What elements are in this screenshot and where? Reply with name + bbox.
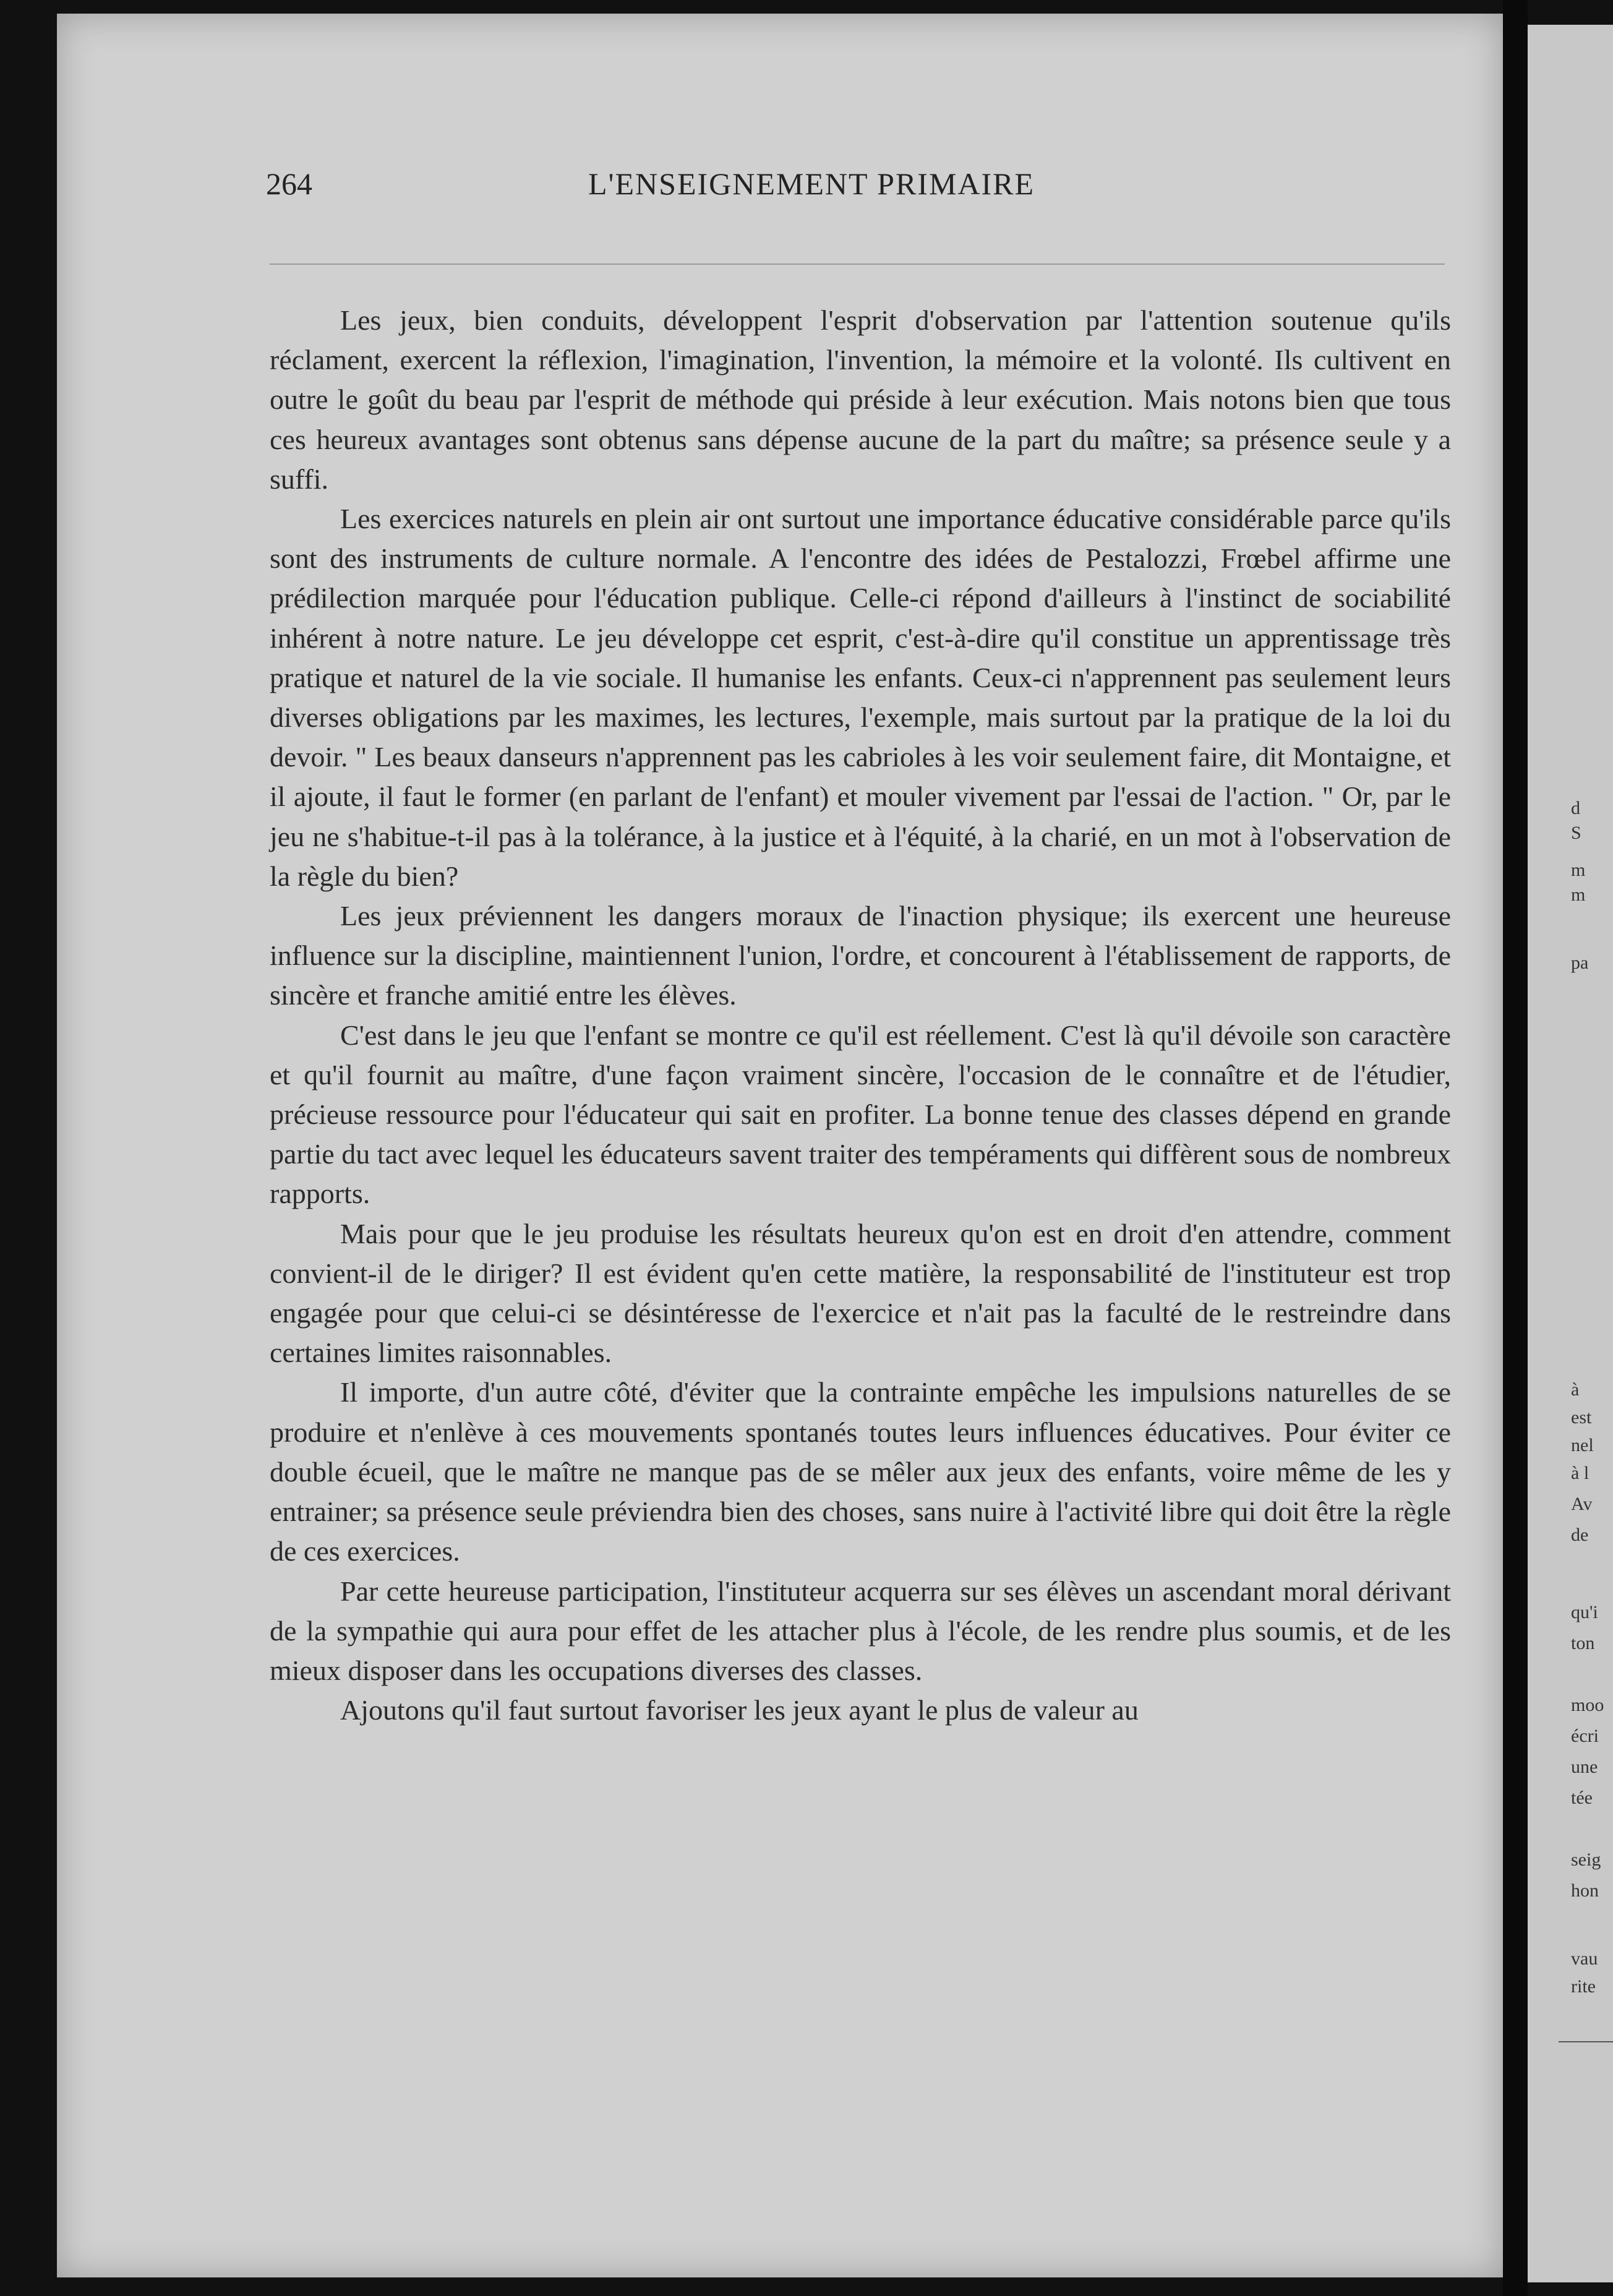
fragment: tée xyxy=(1571,1788,1593,1808)
fragment: est xyxy=(1571,1407,1592,1428)
fragment: une xyxy=(1571,1757,1598,1777)
fragment: seig xyxy=(1571,1849,1601,1870)
book-gutter xyxy=(1503,0,1528,2296)
fragment: pa xyxy=(1571,953,1589,973)
fragment: écri xyxy=(1571,1726,1599,1746)
paragraph: Mais pour que le jeu produise les résultats heureux qu'on est en droit d'en attendre, comment convient-il de le diriger? Il est évident qu'en cette matière, la responsabilité de l'instituteur est trop engagée pour que celui-ci se désintéresse de l'exercice et n'ait pas la faculté de le restreindre dans certaines limites raisonnables. xyxy=(270,1217,1451,1369)
fragment: S xyxy=(1571,823,1581,843)
fragment: moo xyxy=(1571,1695,1604,1715)
facing-page-rule xyxy=(1559,2041,1613,2042)
fragment: m xyxy=(1571,860,1586,880)
paragraph: Les exercices naturels en plein air ont surtout une importance éducative considérable parce qu'ils sont des instruments de culture normale. A l'encontre des idées de Pestalozzi, Frœbel affirme une prédilection marquée pour l'éducation publique. Celle-ci répond d'ailleurs à l'instinct de sociabilité inhérent à notre nature. Le jeu développe cet esprit, c'est-à-dire qu'il constitue un apprentissage très pratique et naturel de la vie sociale. Il humanise les enfants. Ceux-ci n'apprennent pas seulement leurs diverses obligations par les maximes, les lectures, l'exemple, mais surtout par la pratique de la loi du devoir. " Les beaux danseurs n'apprennent pas les cabrioles à les voir seulement faire, dit Montaigne, et il ajoute, il faut le former (en parlant de l'enfant) et mouler vivement par l'essai de l'action. " Or, par le jeu ne s'habitue-t-il pas à la tolérance, à la justice et à l'équité, à la charié, en un mot à l'observation de la règle du bien? xyxy=(270,503,1451,892)
paragraph: Il importe, d'un autre côté, d'éviter que la contrainte empêche les impulsions naturelles de se produire et n'enlève à ces mouvements spontanés toutes leurs influences éducatives. Pour éviter ce double écueil, que le maître ne manque pas de se mêler aux jeux des enfants, voire même de les y entrainer; sa présence seule préviendra bien des choses, sans nuire à l'activité libre qui doit être la règle de ces exercices. xyxy=(270,1376,1451,1567)
paragraph: Les jeux préviennent les dangers moraux de l'inaction physique; ils exercent une heureuse influence sur la discipline, maintiennent l'union, l'ordre, et concourent à l'établissement de rapports, de sincère et franche amitié entre les élèves. xyxy=(270,900,1451,1011)
paragraph: C'est dans le jeu que l'enfant se montre ce qu'il est réellement. C'est là qu'il dévoile son caractère et qu'il fournit au maître, d'une façon vraiment sincère, l'occasion de le connaître et de l'étudier, précieuse ressource pour l'éducateur qui sait en profiter. La bonne tenue des classes dépend en grande partie du tact avec lequel les éducateurs savent traiter des tempéraments qui diffèrent sous de nombreux rapports. xyxy=(270,1019,1451,1210)
fragment: qu'i xyxy=(1571,1602,1598,1622)
fragment: vau xyxy=(1571,1948,1598,1969)
fragment: nel xyxy=(1571,1435,1594,1455)
running-title: L'ENSEIGNEMENT PRIMAIRE xyxy=(588,166,1035,201)
body-text xyxy=(270,301,1451,1730)
header-rule xyxy=(270,263,1445,265)
fragment: ton xyxy=(1571,1633,1595,1653)
fragment: d xyxy=(1571,798,1580,818)
fragment: à l xyxy=(1571,1463,1589,1483)
fragment: m xyxy=(1571,885,1586,905)
fragment: hon xyxy=(1571,1880,1599,1901)
fragment: rite xyxy=(1571,1976,1596,1997)
facing-page-text-fragments xyxy=(1571,0,1613,2296)
page-header xyxy=(209,166,1414,215)
fragment: Av xyxy=(1571,1494,1593,1514)
fragment: à xyxy=(1571,1379,1580,1400)
paragraph: Par cette heureuse participation, l'instituteur acquerra sur ses élèves un ascendant moral dérivant de la sympathie qui aura pour effet de les attacher plus à l'école, de les rendre plus soumis, et de les mieux disposer dans les occupations diverses des classes. xyxy=(270,1575,1451,1686)
fragment: de xyxy=(1571,1525,1589,1545)
page-number: 264 xyxy=(266,166,312,201)
paragraph: Ajoutons qu'il faut surtout favoriser les jeux ayant le plus de valeur au xyxy=(340,1694,1139,1726)
paragraph: Les jeux, bien conduits, développent l'esprit d'observation par l'attention soutenue qu'ils réclament, exercent la réflexion, l'imagination, l'invention, la mémoire et la volonté. Ils cultivent en outre le goût du beau par l'esprit de méthode qui préside à leur exécution. Mais notons bien que tous ces heureux avantages sont obtenus sans dépense aucune de la part du maître; sa présence seule y a suffi. xyxy=(270,304,1451,495)
